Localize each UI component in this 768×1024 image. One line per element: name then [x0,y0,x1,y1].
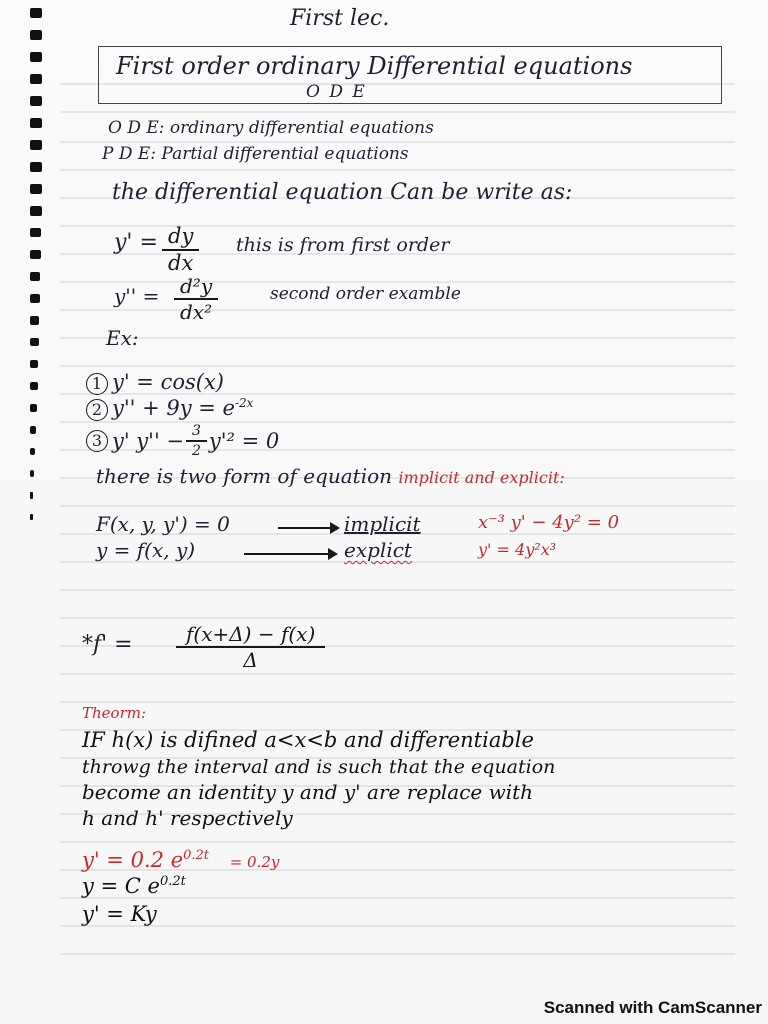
implicit-arrow [278,527,338,529]
dy-dx-fraction [162,226,199,274]
derivative-fraction [176,624,325,670]
fraction-denominator: dx² [180,299,213,324]
example-3 [86,424,279,458]
first-order-note: this is from first order [236,234,450,256]
growth-solution-eq: y = C e [82,874,160,898]
growth-derivative-tail: = 0.2y [229,853,280,871]
explicit-equation: y = f(x, y) [96,538,196,562]
forms-lead: there is two form of equation [96,464,393,488]
page-title: First order ordinary Differential equations [116,52,633,80]
derivative-lhs: *f' = [82,632,133,657]
implicit-example: x⁻³ y' − 4y² = 0 [478,512,620,533]
example-equation-tail: y'² = 0 [208,428,280,453]
implicit-label: implicit [344,512,421,536]
ode-definition: O D E: ordinary differential equations [108,118,434,138]
fraction-denominator: Δ [243,647,258,672]
scanner-watermark: Scanned with CamScanner [543,998,762,1017]
circled-number: 2 [86,399,108,421]
theorem-line-2: throwg the interval and is such that the equation [82,756,556,778]
growth-ode-line: y' = Ky [82,902,157,926]
theorem-label: Theorm: [82,704,147,722]
fraction-numerator: dy [168,224,194,248]
explicit-arrow [244,553,336,555]
exponent: 0.2t [159,874,186,889]
growth-solution-line [82,874,186,898]
circled-number: 3 [86,430,108,452]
fraction-numerator: f(x+Δ) − f(x) [186,622,316,646]
fraction-numerator: d²y [180,274,213,298]
growth-derivative-eq: y' = 0.2 e [82,848,184,872]
example-equation: y'' + 9y = e [112,396,235,420]
second-order-note: second order examble [270,284,461,304]
first-order-lhs: y' = [114,230,158,255]
page-subtitle: O D E [306,82,367,102]
fraction-denominator: 2 [192,442,201,459]
three-halves-fraction [186,424,207,458]
explicit-example: y' = 4y²x³ [478,540,557,559]
d2y-dx2-fraction [174,276,218,322]
pde-definition: P D E: Partial differential equations [102,144,409,164]
intro-sentence: the differential equation Can be write as: [112,180,573,205]
second-order-lhs: y'' = [114,284,160,308]
exponent: -2x [234,396,254,410]
example-equation: y' y'' − [112,428,184,453]
fraction-numerator: 3 [192,423,201,439]
example-equation: y' = cos(x) [112,370,224,394]
fraction-bar [186,440,207,442]
theorem-line-1: IF h(x) is difined a<x<b and differentiable [82,728,534,752]
growth-derivative-line [82,848,279,872]
binder-holes [28,0,48,1024]
example-1 [86,370,224,395]
example-2 [86,396,253,421]
theorem-line-3: become an identity y and y' are replace with [82,780,534,804]
lecture-heading: First lec. [290,6,390,31]
forms-red-tail: implicit and explicit: [398,468,565,487]
ex-label: Ex: [106,326,139,350]
theorem-line-4: h and h' respectively [82,806,293,830]
implicit-equation: F(x, y, y') = 0 [96,512,230,536]
explicit-label: explict [344,538,412,562]
circled-number: 1 [86,373,108,395]
fraction-denominator: dx [168,250,194,275]
exponent: 0.2t [183,848,209,863]
forms-sentence [96,464,565,488]
